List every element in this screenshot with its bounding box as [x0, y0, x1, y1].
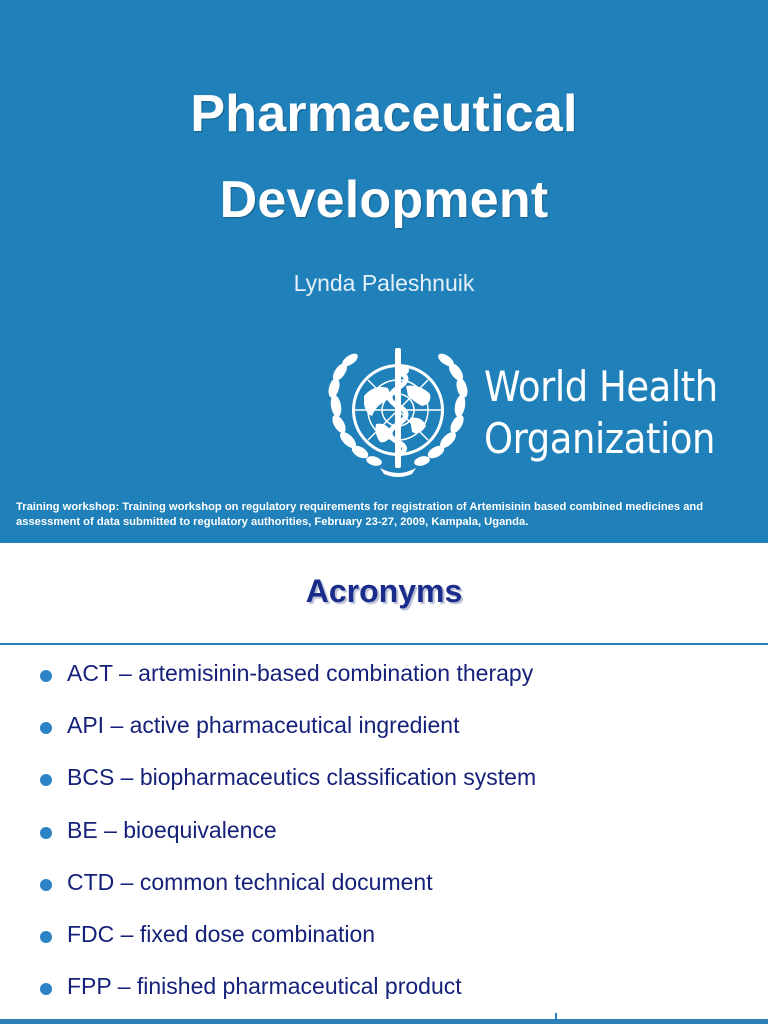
- bullet-icon: [40, 879, 52, 891]
- acronym-text: ACT – artemisinin-based combination therapy: [67, 660, 534, 686]
- organization-name-line-2: Organization: [484, 414, 716, 463]
- bullet-icon: [40, 774, 52, 786]
- workshop-footer: Training workshop: Training workshop on regulatory requirements for registration of Artemisinin based combined medicines and assessment of data submitted to regulatory authorities, February 23-27, 2009, Kampala, Uganda.: [16, 501, 704, 528]
- acronyms-slide: [0, 543, 768, 1024]
- list-item: [0, 869, 768, 921]
- list-item: [0, 817, 768, 869]
- slide-title-line-1: Pharmaceutical: [190, 85, 578, 143]
- bottom-divider: [0, 1019, 768, 1024]
- acronym-text: API – active pharmaceutical ingredient: [67, 712, 460, 739]
- list-item: [0, 764, 768, 816]
- acronym-list: [0, 660, 768, 1025]
- acronym-text: FDC – fixed dose combination: [67, 920, 376, 947]
- acronym-text: BCS – biopharmaceutics classification system: [67, 764, 537, 791]
- acronym-text: CTD – common technical document: [67, 868, 433, 895]
- acronym-text: FPP – finished pharmaceutical product: [67, 973, 462, 1000]
- list-item: [0, 973, 768, 1025]
- bullet-icon: [40, 670, 52, 682]
- bullet-icon: [40, 931, 52, 943]
- list-item: [0, 712, 768, 764]
- title-divider: [0, 643, 768, 645]
- who-emblem-icon: [322, 344, 474, 480]
- slide-title: Acronyms: [305, 573, 463, 609]
- list-item: [0, 660, 768, 712]
- author-name: Lynda Paleshnuik: [293, 270, 475, 296]
- slide-title-line-2: Development: [219, 171, 549, 229]
- bullet-icon: [40, 983, 52, 995]
- acronym-text: BE – bioequivalence: [67, 816, 277, 843]
- list-item: [0, 921, 768, 973]
- bullet-icon: [40, 827, 52, 839]
- bullet-icon: [40, 722, 52, 734]
- organization-name-line-1: World Health: [484, 362, 718, 411]
